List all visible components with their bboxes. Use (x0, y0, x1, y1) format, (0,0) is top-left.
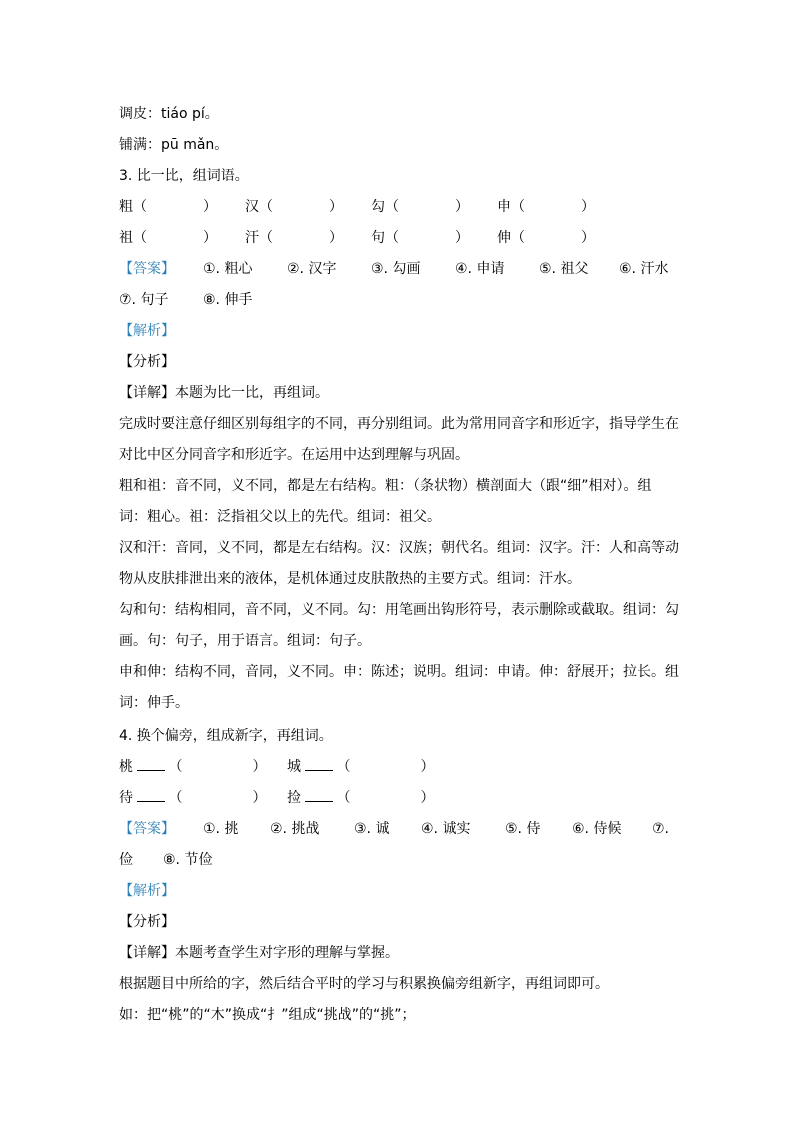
q3-para1-line2: 对比中区分同音字和形近字。在运用中达到理解与巩固。 (119, 447, 469, 463)
question-3-title: 3. 比一比，组词语。 (119, 168, 249, 184)
q4-answer-4: ④. 诚实 (421, 821, 471, 837)
q4-paren: （ ） (336, 759, 435, 775)
q3-answer-6: ⑥. 汗水 (619, 261, 669, 277)
q4-row2-item1 (119, 788, 266, 808)
q4-answer-1: ①. 挑 (203, 821, 239, 837)
q3-answer-tag: 【答案】 (119, 261, 175, 277)
q3-para4-line2: 画。句：句子，用于语言。组词：句子。 (119, 633, 371, 649)
q3-para3-line2: 物从皮肤排泄出来的液体，是机体通过皮肤散热的主要方式。组词：汗水。 (119, 571, 581, 587)
q3-xiangjie-text: 本题为比一比，再组词。 (175, 385, 329, 401)
q4-char: 城 (287, 759, 301, 775)
q3-fenxi-tag: 【分析】 (119, 354, 175, 370)
q3-row1-item1: 粗（ ） (119, 199, 217, 215)
q3-para2-line1: 粗和祖：音不同，义不同，都是左右结构。粗：（条状物）横剖面大（跟“细”相对）。组 (119, 478, 652, 494)
q4-xiangjie-tag: 【详解】 (119, 945, 175, 961)
q4-paren: （ ） (168, 790, 267, 806)
q4-xiangjie-text: 本题考查学生对字形的理解与掌握。 (175, 945, 399, 961)
q4-answer-2: ②. 挑战 (270, 821, 320, 837)
q4-char: 捡 (287, 790, 301, 806)
q4-fenxi-tag: 【分析】 (119, 914, 175, 930)
q4-row1-item2 (287, 757, 434, 777)
q3-answer-1: ①. 粗心 (203, 261, 253, 277)
pinyin-puman: 铺满：pū mǎn。 (119, 137, 229, 153)
q4-xiangjie (119, 943, 399, 963)
fill-blank (305, 758, 333, 771)
q3-answer-8: ⑧. 伸手 (203, 292, 253, 308)
question-4-title: 4. 换个偏旁，组成新字，再组词。 (119, 728, 333, 744)
q4-row2-item2 (287, 788, 434, 808)
q4-answer-tag: 【答案】 (119, 821, 175, 837)
fill-blank (137, 758, 165, 771)
q4-answer-7-value: 俭 (119, 852, 133, 868)
q4-answer-6: ⑥. 侍候 (572, 821, 622, 837)
q4-answer-3: ③. 诚 (354, 821, 390, 837)
q3-row2-item3: 句（ ） (371, 230, 469, 246)
q4-para2: 如：把“桃”的“木”换成“扌”组成“挑战”的“挑”； (119, 1007, 416, 1023)
q4-answer-5: ⑤. 侍 (505, 821, 541, 837)
q3-answer-4: ④. 申请 (455, 261, 505, 277)
q3-answer-2: ②. 汉字 (287, 261, 337, 277)
q3-xiangjie-tag: 【详解】 (119, 385, 175, 401)
pinyin-tiaopi: 调皮：tiáo pí。 (119, 106, 219, 122)
q3-answer-7: ⑦. 句子 (119, 292, 169, 308)
q4-answer-7-label: ⑦. (652, 821, 670, 837)
q4-paren: （ ） (168, 759, 267, 775)
q3-row1-item4: 申（ ） (497, 199, 595, 215)
q3-jiexi-tag: 【解析】 (119, 323, 175, 339)
q3-xiangjie (119, 383, 329, 403)
q4-char: 桃 (119, 759, 133, 775)
q3-answer-5: ⑤. 祖父 (539, 261, 589, 277)
q4-char: 待 (119, 790, 133, 806)
q4-paren: （ ） (336, 790, 435, 806)
q4-para1: 根据题目中所给的字，然后结合平时的学习与积累换偏旁组新字，再组词即可。 (119, 976, 609, 992)
q3-para3-line1: 汉和汗：音同，义不同，都是左右结构。汉：汉族；朝代名。组词：汉字。汗：人和高等动 (119, 540, 679, 556)
q3-para1-line1: 完成时要注意仔细区别每组字的不同，再分别组词。此为常用同音字和形近字，指导学生在 (119, 416, 679, 432)
q3-answer-3: ③. 勾画 (371, 261, 421, 277)
q4-row1-item1 (119, 757, 266, 777)
q3-para2-line2: 词：粗心。祖：泛指祖父以上的先代。组词：祖父。 (119, 509, 441, 525)
q3-para5-line1: 申和伸：结构不同，音同，义不同。申：陈述；说明。组词：申请。伸：舒展开；拉长。组 (119, 664, 679, 680)
q4-jiexi-tag: 【解析】 (119, 883, 175, 899)
q4-answer-8: ⑧. 节俭 (163, 852, 213, 868)
q3-row1-item3: 勾（ ） (371, 199, 469, 215)
q3-para4-line1: 勾和句：结构相同，音不同，义不同。勾：用笔画出钩形符号，表示删除或截取。组词：勾 (119, 602, 679, 618)
q3-row1-item2: 汉（ ） (245, 199, 343, 215)
q3-row2-item4: 伸（ ） (497, 230, 595, 246)
fill-blank (137, 789, 165, 802)
q3-para5-line2: 词：伸手。 (119, 695, 189, 711)
fill-blank (305, 789, 333, 802)
q3-row2-item1: 祖（ ） (119, 230, 217, 246)
q3-row2-item2: 汗（ ） (245, 230, 343, 246)
